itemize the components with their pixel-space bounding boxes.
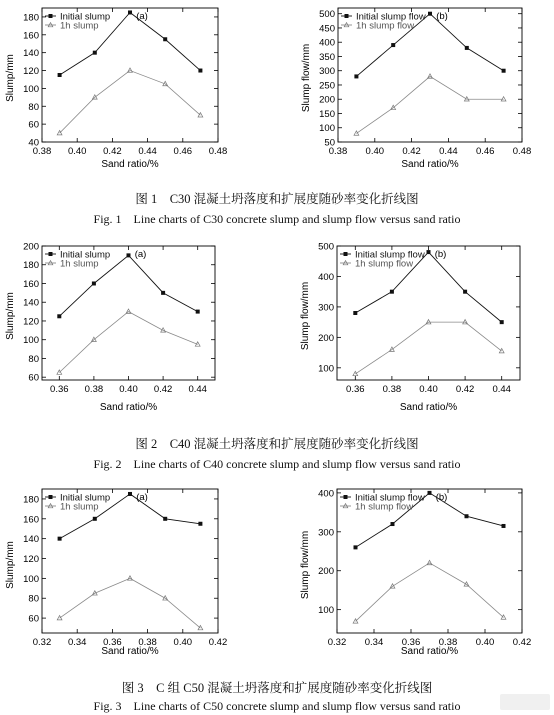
data-point-initial: [465, 514, 469, 518]
x-tick-label: 0.42: [208, 637, 228, 648]
y-axis-label: Slump flow/mm: [300, 530, 311, 600]
legend-label: Initial slump: [60, 492, 111, 504]
y-tick-label: 120: [23, 316, 39, 328]
x-tick-label: 0.34: [67, 637, 87, 648]
data-point-initial: [390, 290, 394, 294]
data-point-initial: [161, 291, 165, 295]
x-tick-label: 0.42: [455, 384, 475, 395]
y-tick-label: 60: [28, 613, 39, 625]
panel-label: (b): [436, 11, 448, 22]
y-axis-label: Slump/mm: [5, 292, 16, 340]
x-tick-label: 0.42: [103, 146, 122, 157]
y-tick-label: 140: [23, 48, 39, 60]
y-tick-label: 100: [318, 605, 334, 617]
legend-marker: [49, 495, 53, 499]
data-point-initial: [427, 250, 431, 254]
y-tick-label: 500: [318, 241, 334, 253]
x-tick-label: 0.36: [103, 637, 122, 648]
data-point-initial: [500, 320, 504, 324]
legend-label: 1h slump flow: [355, 501, 414, 513]
x-tick-label: 0.48: [208, 146, 228, 157]
y-tick-label: 120: [23, 554, 39, 566]
data-point-initial: [502, 524, 506, 528]
x-tick-label: 0.46: [173, 146, 193, 157]
y-tick-label: 160: [23, 278, 39, 290]
x-tick-label: 0.38: [84, 384, 104, 395]
x-tick-label: 0.38: [382, 384, 402, 395]
x-tick-label: 0.44: [439, 146, 458, 157]
y-tick-label: 180: [23, 260, 39, 272]
legend-label: 1h slump: [60, 20, 99, 32]
watermark-blur: [500, 694, 550, 710]
y-tick-label: 200: [319, 94, 335, 106]
legend-marker: [49, 14, 53, 18]
y-tick-label: 300: [319, 66, 335, 78]
y-tick-label: 100: [319, 123, 335, 135]
y-tick-label: 300: [318, 302, 334, 314]
y-tick-label: 300: [318, 527, 334, 539]
legend-label: 1h slump flow: [356, 20, 415, 32]
data-point-initial: [353, 311, 357, 315]
y-tick-label: 120: [23, 66, 39, 78]
legend-marker: [344, 495, 348, 499]
y-axis-label: Slump flow/mm: [301, 43, 312, 113]
legend-marker: [49, 252, 53, 256]
y-tick-label: 40: [28, 137, 39, 149]
legend-label: 1h slump: [60, 258, 99, 270]
y-tick-label: 400: [319, 37, 335, 49]
data-point-initial: [128, 492, 132, 496]
data-point-initial: [128, 10, 132, 14]
data-point-initial: [127, 253, 131, 257]
x-tick-label: 0.42: [402, 146, 421, 157]
figure-1-caption-en: Fig. 1 Line charts of C30 concrete slump and slump flow versus sand ratio: [93, 212, 461, 226]
y-tick-label: 200: [23, 241, 39, 253]
series-line-1h: [355, 322, 501, 374]
series-line-1h: [356, 563, 504, 621]
x-axis-label: Sand ratio/%: [99, 402, 158, 413]
data-point-initial: [465, 46, 469, 50]
x-axis-label: Sand ratio/%: [400, 646, 459, 657]
figure-3-caption-en: Fig. 3 Line charts of C50 concrete slump and slump flow versus sand ratio: [93, 699, 461, 713]
x-tick-label: 0.32: [327, 637, 347, 648]
figure-1-caption-cn: 图 1 C30 混凝土坍落度和扩展度随砂率变化折线图: [135, 192, 419, 206]
x-axis-label: Sand ratio/%: [101, 646, 159, 657]
panel-label: (a): [136, 492, 148, 503]
x-tick-label: 0.48: [512, 146, 532, 157]
legend-label: Initial slump flow: [356, 11, 426, 23]
data-point-initial: [58, 537, 62, 541]
y-tick-label: 50: [324, 137, 335, 149]
figure-3-caption-cn: 图 3 C 组 C50 混凝土坍落度和扩展度随砂率变化折线图: [121, 681, 433, 695]
y-tick-label: 180: [23, 12, 39, 24]
data-point-initial: [198, 69, 202, 73]
data-point-initial: [196, 310, 200, 314]
series-line-1h: [60, 71, 201, 134]
x-tick-label: 0.34: [364, 637, 384, 648]
x-axis-label: Sand ratio/%: [401, 159, 459, 170]
x-tick-label: 0.38: [328, 146, 348, 157]
legend-label: Initial slump flow: [355, 492, 425, 504]
x-tick-label: 0.36: [50, 384, 69, 395]
x-tick-label: 0.32: [32, 637, 52, 648]
y-tick-label: 180: [23, 494, 39, 506]
y-tick-label: 140: [23, 534, 39, 546]
data-point-initial: [391, 522, 395, 526]
y-tick-label: 80: [28, 101, 39, 113]
data-point-initial: [198, 522, 202, 526]
data-point-initial: [163, 37, 167, 41]
y-axis-label: Slump/mm: [5, 54, 16, 102]
y-tick-label: 160: [23, 514, 39, 526]
legend-marker: [345, 14, 349, 18]
y-tick-label: 350: [319, 51, 335, 63]
y-tick-label: 200: [318, 566, 334, 578]
x-tick-label: 0.44: [138, 146, 157, 157]
data-point-initial: [92, 281, 96, 285]
y-tick-label: 100: [23, 573, 39, 585]
legend-label: Initial slump flow: [355, 249, 425, 261]
y-tick-label: 150: [319, 108, 335, 120]
data-point-initial: [93, 517, 97, 521]
y-tick-label: 400: [318, 271, 334, 283]
x-tick-label: 0.40: [67, 146, 87, 157]
x-tick-label: 0.42: [512, 637, 532, 648]
series-line-1h: [59, 312, 197, 373]
x-tick-label: 0.42: [153, 384, 173, 395]
figure-2-caption-cn: 图 2 C40 混凝土坍落度和扩展度随砂率变化折线图: [135, 437, 419, 451]
series-line-1h: [356, 76, 503, 133]
x-tick-label: 0.38: [138, 637, 157, 648]
x-tick-label: 0.46: [475, 146, 495, 157]
data-point-initial: [57, 314, 61, 318]
legend-label: 1h slump: [60, 501, 99, 513]
y-tick-label: 80: [28, 593, 39, 605]
y-axis-label: Slump flow/mm: [300, 281, 311, 351]
y-tick-label: 80: [28, 353, 39, 365]
y-tick-label: 500: [319, 9, 335, 21]
data-point-initial: [93, 51, 97, 55]
y-tick-label: 200: [318, 332, 334, 344]
panel-label: (a): [134, 249, 147, 260]
y-tick-label: 250: [319, 80, 335, 92]
x-axis-label: Sand ratio/%: [399, 402, 458, 413]
data-point-initial: [428, 12, 432, 16]
y-tick-label: 60: [28, 119, 39, 131]
data-point-initial: [463, 290, 467, 294]
panel-label: (b): [435, 492, 448, 503]
x-tick-label: 0.40: [119, 384, 138, 395]
panel-label: (a): [136, 11, 148, 22]
x-tick-label: 0.40: [475, 637, 495, 648]
y-tick-label: 140: [23, 297, 39, 309]
y-axis-label: Slump/mm: [5, 541, 16, 589]
x-tick-label: 0.40: [173, 637, 193, 648]
data-point-initial: [163, 517, 167, 521]
figure-2-caption-en: Fig. 2 Line charts of C40 concrete slump and slump flow versus sand ratio: [93, 457, 461, 471]
legend-label: Initial slump: [60, 249, 111, 261]
y-tick-label: 400: [318, 488, 334, 500]
data-point-initial: [391, 43, 395, 47]
x-tick-label: 0.38: [438, 637, 458, 648]
data-point-initial: [58, 73, 62, 77]
x-tick-label: 0.38: [32, 146, 52, 157]
series-line-1h: [60, 578, 201, 628]
y-tick-label: 60: [28, 372, 39, 384]
x-tick-label: 0.44: [492, 384, 511, 395]
y-tick-label: 100: [23, 335, 39, 347]
panel-label: (b): [434, 249, 447, 260]
y-tick-label: 100: [318, 363, 334, 375]
y-tick-label: 100: [23, 83, 39, 95]
y-tick-label: 450: [319, 23, 335, 35]
legend-marker: [344, 252, 348, 256]
x-tick-label: 0.36: [346, 384, 365, 395]
x-tick-label: 0.40: [365, 146, 385, 157]
x-tick-label: 0.36: [401, 637, 421, 648]
data-point-initial: [502, 69, 506, 73]
x-tick-label: 0.40: [419, 384, 438, 395]
x-axis-label: Sand ratio/%: [101, 159, 159, 170]
data-point-initial: [428, 491, 432, 495]
y-tick-label: 160: [23, 30, 39, 42]
legend-label: 1h slump flow: [355, 258, 414, 270]
data-point-initial: [354, 74, 358, 78]
x-tick-label: 0.44: [188, 384, 207, 395]
data-point-initial: [354, 545, 358, 549]
legend-label: Initial slump: [60, 11, 111, 23]
